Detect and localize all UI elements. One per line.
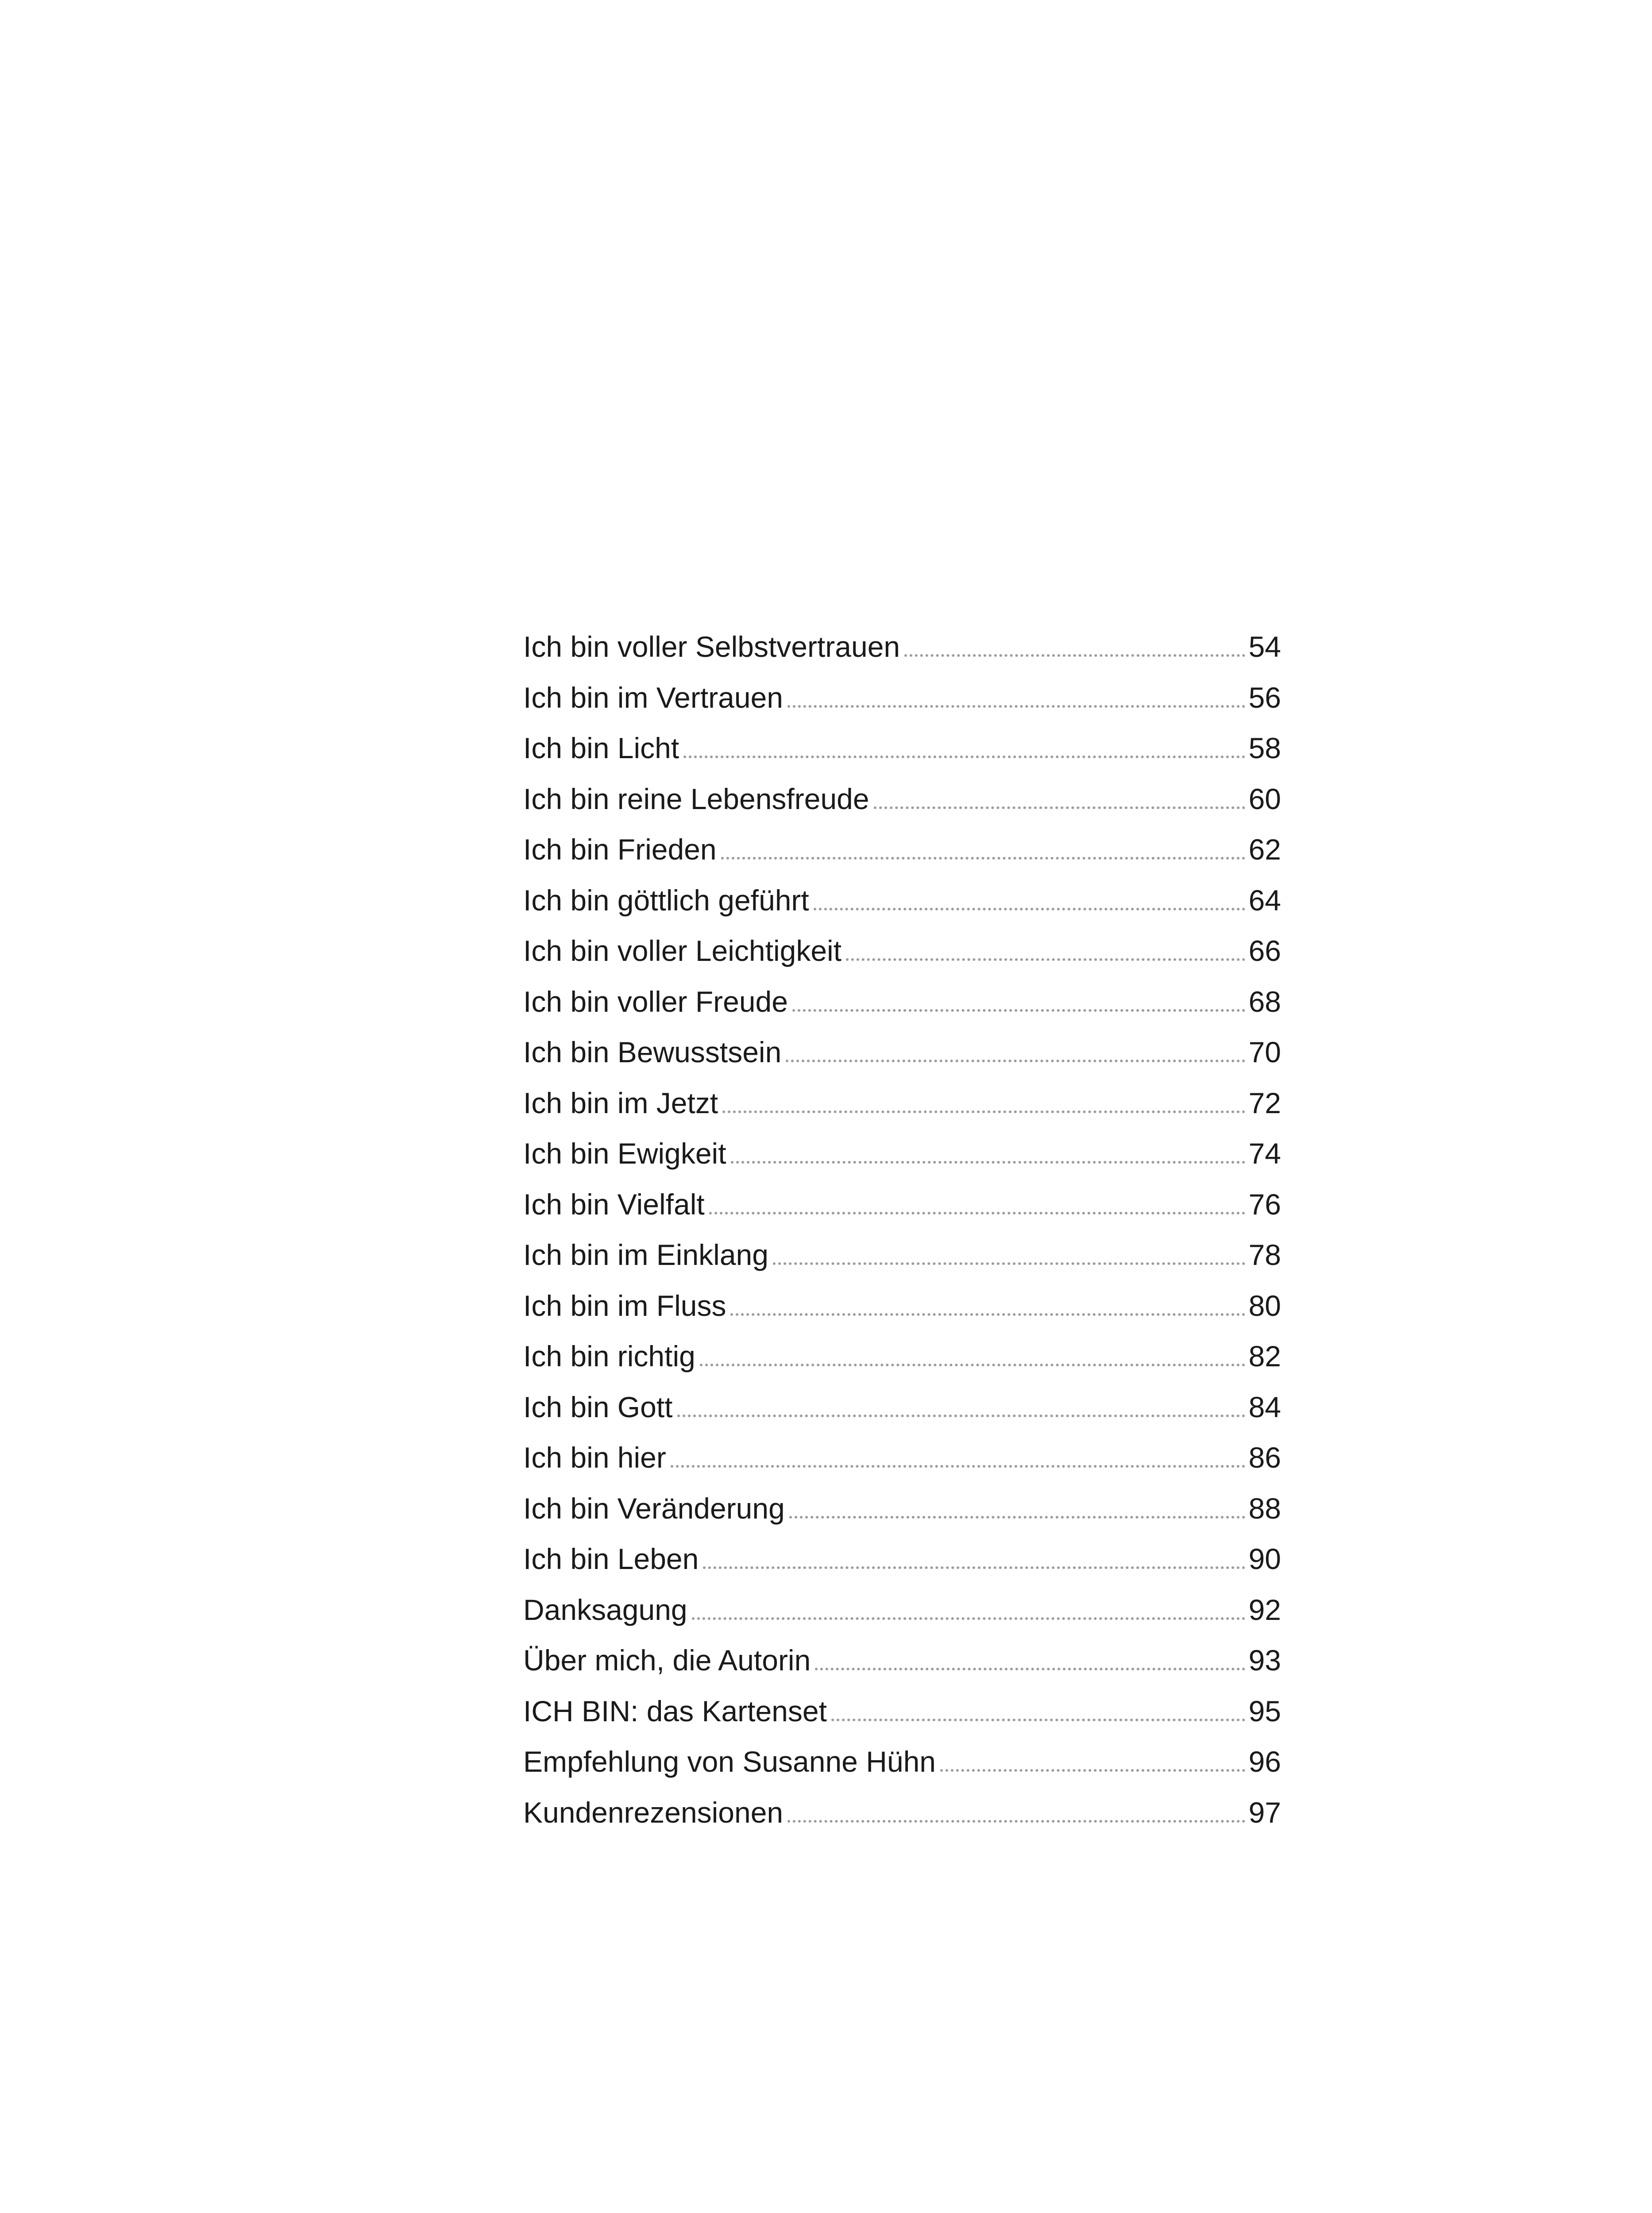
toc-entry-page-number: 58	[1248, 732, 1281, 764]
toc-entry	[523, 672, 1281, 723]
toc-entry-page-number: 82	[1248, 1340, 1281, 1373]
toc-entry-page-number: 88	[1248, 1492, 1281, 1525]
toc-entry-page-number: 78	[1248, 1238, 1281, 1271]
toc-entry	[523, 1128, 1281, 1179]
dot-leader	[874, 806, 1245, 809]
toc-entry-page-number: 60	[1248, 782, 1281, 815]
toc-entry	[523, 621, 1281, 672]
toc-entry-title: Ich bin göttlich geführt	[523, 883, 809, 917]
toc-entry	[523, 723, 1281, 774]
toc-entry-title: Ich bin voller Leichtigkeit	[523, 934, 842, 967]
toc-entry-title: Ich bin im Vertrauen	[523, 681, 783, 714]
dot-leader	[940, 1769, 1245, 1772]
toc-entry	[523, 1331, 1281, 1382]
dot-leader	[671, 1465, 1245, 1468]
dot-leader	[722, 1110, 1245, 1113]
dot-leader	[787, 705, 1245, 708]
toc-entry	[523, 1280, 1281, 1331]
toc-entry-title: Ich bin Leben	[523, 1542, 699, 1575]
toc-entry-title: Ich bin Frieden	[523, 833, 717, 866]
dot-leader	[846, 958, 1245, 961]
toc-entry-page-number: 68	[1248, 985, 1281, 1018]
toc-entry-title: Empfehlung von Susanne Hühn	[523, 1745, 936, 1778]
toc-entry	[523, 1736, 1281, 1787]
toc-entry-title: Ich bin Gott	[523, 1390, 673, 1423]
toc-entry-title: Danksagung	[523, 1593, 687, 1626]
dot-leader	[683, 756, 1245, 758]
toc-entry	[523, 1432, 1281, 1483]
toc-entry	[523, 1534, 1281, 1585]
dot-leader	[815, 1668, 1245, 1670]
table-of-contents	[523, 621, 1281, 1838]
toc-entry-page-number: 64	[1248, 883, 1281, 917]
toc-entry-page-number: 93	[1248, 1644, 1281, 1677]
toc-entry-title: Ich bin hier	[523, 1441, 666, 1474]
toc-entry-page-number: 66	[1248, 934, 1281, 967]
toc-entry-page-number: 97	[1248, 1796, 1281, 1829]
toc-entry	[523, 1078, 1281, 1129]
dot-leader	[814, 908, 1245, 910]
dot-leader	[677, 1415, 1245, 1417]
dot-leader	[792, 1009, 1245, 1012]
toc-entry	[523, 824, 1281, 875]
toc-entry-title: Ich bin voller Freude	[523, 985, 788, 1018]
toc-entry-title: Ich bin richtig	[523, 1340, 695, 1373]
toc-entry	[523, 976, 1281, 1027]
toc-entry-title: ICH BIN: das Kartenset	[523, 1694, 827, 1727]
toc-entry-page-number: 72	[1248, 1086, 1281, 1119]
dot-leader	[703, 1566, 1245, 1569]
toc-entry-page-number: 95	[1248, 1694, 1281, 1727]
toc-entry	[523, 1027, 1281, 1078]
dot-leader	[786, 1060, 1245, 1062]
toc-entry-title: Ich bin Vielfalt	[523, 1187, 705, 1221]
toc-entry-page-number: 76	[1248, 1187, 1281, 1221]
toc-entry	[523, 1585, 1281, 1635]
toc-entry-page-number: 86	[1248, 1441, 1281, 1474]
toc-entry-page-number: 80	[1248, 1289, 1281, 1322]
dot-leader	[721, 857, 1245, 860]
toc-entry-page-number: 96	[1248, 1745, 1281, 1778]
toc-entry-page-number: 56	[1248, 681, 1281, 714]
toc-entry-page-number: 54	[1248, 630, 1281, 663]
toc-entry-title: Ich bin im Einklang	[523, 1238, 768, 1271]
toc-entry-title: Ich bin voller Selbstvertrauen	[523, 630, 900, 663]
dot-leader	[700, 1364, 1245, 1366]
toc-entry	[523, 1635, 1281, 1686]
toc-entry-page-number: 70	[1248, 1036, 1281, 1068]
dot-leader	[787, 1820, 1245, 1823]
dot-leader	[731, 1161, 1245, 1164]
dot-leader	[773, 1262, 1245, 1265]
toc-entry-page-number: 74	[1248, 1137, 1281, 1170]
toc-entry-page-number: 84	[1248, 1390, 1281, 1423]
toc-entry-title: Ich bin Veränderung	[523, 1492, 785, 1525]
toc-entry	[523, 1179, 1281, 1230]
toc-entry-title: Kundenrezensionen	[523, 1796, 784, 1829]
toc-entry-title: Ich bin im Jetzt	[523, 1086, 718, 1119]
toc-entry	[523, 1230, 1281, 1280]
dot-leader	[789, 1516, 1245, 1519]
toc-entry-title: Ich bin reine Lebensfreude	[523, 782, 869, 815]
toc-entry	[523, 1382, 1281, 1433]
toc-entry-title: Über mich, die Autorin	[523, 1644, 811, 1677]
dot-leader	[692, 1617, 1245, 1620]
toc-entry-title: Ich bin im Fluss	[523, 1289, 726, 1322]
toc-entry	[523, 925, 1281, 976]
toc-entry-page-number: 90	[1248, 1542, 1281, 1575]
toc-entry	[523, 875, 1281, 926]
toc-entry-title: Ich bin Ewigkeit	[523, 1137, 726, 1170]
toc-entry	[523, 1787, 1281, 1838]
dot-leader	[730, 1313, 1245, 1316]
toc-entry	[523, 1686, 1281, 1737]
toc-entry-title: Ich bin Bewusstsein	[523, 1036, 782, 1068]
toc-entry-page-number: 92	[1248, 1593, 1281, 1626]
toc-entry	[523, 774, 1281, 825]
toc-entry-title: Ich bin Licht	[523, 732, 679, 764]
dot-leader	[904, 654, 1245, 657]
dot-leader	[831, 1719, 1245, 1721]
toc-entry	[523, 1483, 1281, 1534]
toc-entry-page-number: 62	[1248, 833, 1281, 866]
dot-leader	[709, 1212, 1245, 1214]
